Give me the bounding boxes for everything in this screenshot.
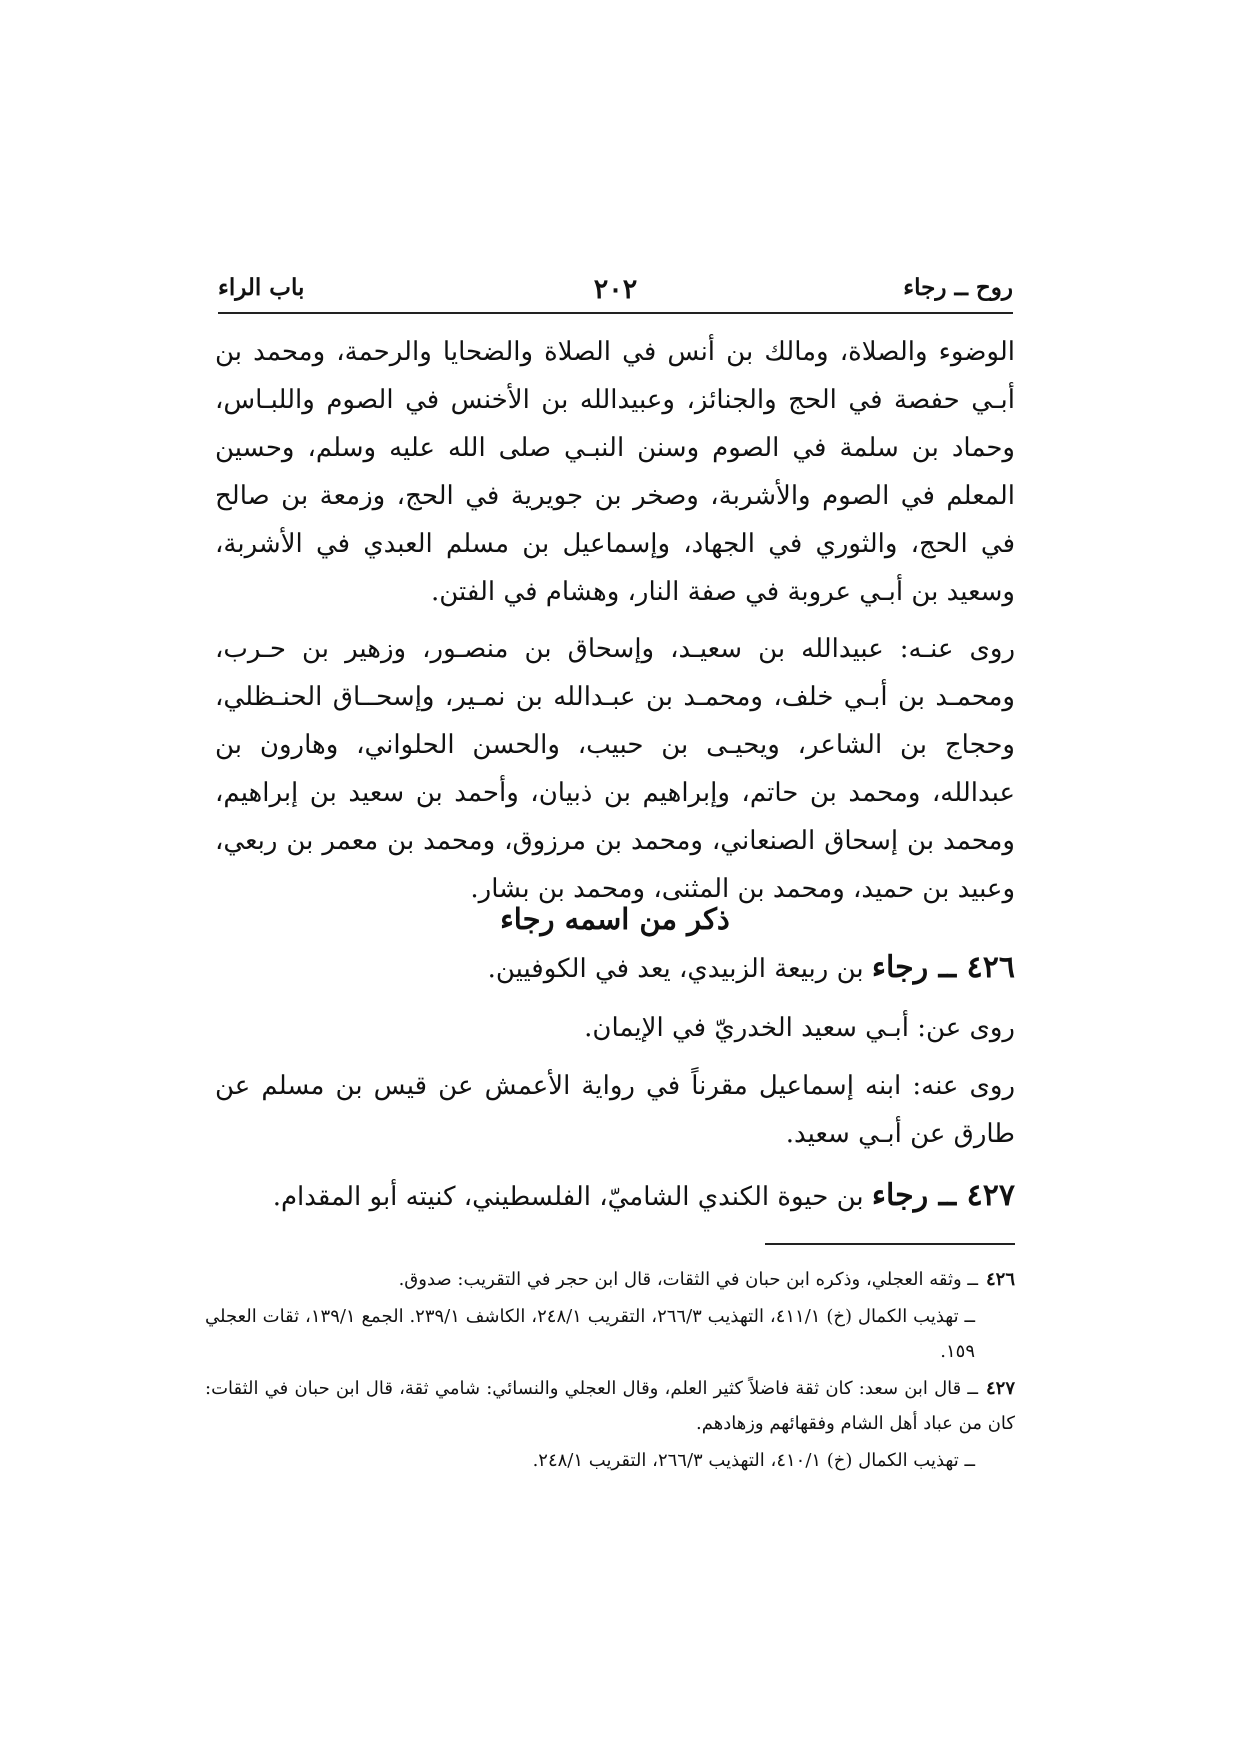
entry-text: بن حيوة الكندي الشاميّ، الفلسطيني، كنيته أبو المقدام.	[272, 1182, 872, 1212]
footnote-427-references: ــ تهذيب الكمال (خ) ٤١٠/١، التهذيب ٢٦٦/٣، التقريب ٢٤٨/١.	[532, 1450, 975, 1471]
paragraph-continuation: الوضوء والصلاة، ومالك بن أنس في الصلاة والضحايا والرحمة، ومحمد بن أبـي حفصة في الحج والجنائز، وعبيدالله بن الأخنس في الصوم واللبـاس، وحماد بن سلمة في الصوم وسنن النبـي صلى الله عليه وسلم، وحسين المعلم في الصوم والأشربة، وصخر بن جويرية في الحج، وزمعة بن صالح في الحج، والثوري في الجهاد، وإسماعيل بن مسلم العبدي في الأشربة، وسعيد بن أبـي عروبة في صفة النار، وهشام في الفتن.	[215, 337, 1015, 607]
entry-dash: ــ	[928, 950, 967, 985]
paragraph-narrators: روى عنـه: عبيدالله بن سعيـد، وإسحاق بن منصـور، وزهير بن حـرب، ومحمـد بن أبـي خلف، ومحمـد بن عبـدالله بن نمـير، وإسحــاق الحنـظلي، وحجاج بن الشاعر، ويحيـى بن حبيب، والحسن الحلواني، وهارون بن عبدالله، ومحمد بن حاتم، وإبراهيم بن ذبيان، وأحمد بن سعيد بن إبراهيم، ومحمد بن إسحاق الصنعاني، ومحمد بن مرزوق، ومحمد بن معمر بن ربعي، وعبيد بن حميد، ومحمد بن المثنى، ومحمد بن بشار.	[215, 634, 1015, 904]
entry-number: ٤٢٦	[966, 950, 1015, 985]
entry-name: رجاء	[871, 950, 929, 985]
entry-426-heading	[215, 944, 1015, 993]
section-title: ذكر من اسمه رجاء	[500, 902, 730, 936]
footnote-426	[205, 1262, 1015, 1297]
footnote-426-references: ــ تهذيب الكمال (خ) ٤١١/١، التهذيب ٢٦٦/٣، التقريب ٢٤٨/١، الكاشف ٢٣٩/١. الجمع ١٣٩/١، ثقات العجلي ١٥٩.	[205, 1306, 975, 1362]
entry-426-narrated-from: روى عن: أبـي سعيد الخدريّ في الإيمان.	[584, 1013, 1015, 1043]
footnote-427	[205, 1371, 1015, 1441]
entry-dash: ــ	[928, 1178, 967, 1213]
entry-name: رجاء	[871, 1178, 929, 1213]
running-head	[218, 272, 1013, 314]
running-head-title: روح ــ رجاء	[903, 274, 1013, 301]
entry-text: بن ربيعة الزبيدي، يعد في الكوفيين.	[487, 954, 872, 984]
entry-427-heading	[215, 1172, 1015, 1221]
footnote-number: ٤٢٧	[985, 1378, 1015, 1399]
footnote-number: ٤٢٦	[985, 1269, 1015, 1290]
footnote-text: ــ وثقه العجلي، وذكره ابن حبان في الثقات، قال ابن حجر في التقريب: صدوق.	[398, 1269, 978, 1290]
footnotes	[205, 1262, 1015, 1480]
chapter-title: باب الراء	[218, 274, 305, 301]
footnote-divider	[765, 1243, 1015, 1245]
entry-426-narrated-by: روى عنه: ابنه إسماعيل مقرناً في رواية الأعمش عن قيس بن مسلم عن طارق عن أبـي سعيد.	[215, 1071, 1015, 1149]
entry-number: ٤٢٧	[966, 1178, 1015, 1213]
page-number: ٢٠٢	[593, 274, 638, 305]
footnote-text: ــ قال ابن سعد: كان ثقة فاضلاً كثير العلم، وقال العجلي والنسائي: شامي ثقة، قال ابن حبان في الثقات: كان من عباد أهل الشام وفقهائهم وزهادهم.	[205, 1378, 1015, 1434]
